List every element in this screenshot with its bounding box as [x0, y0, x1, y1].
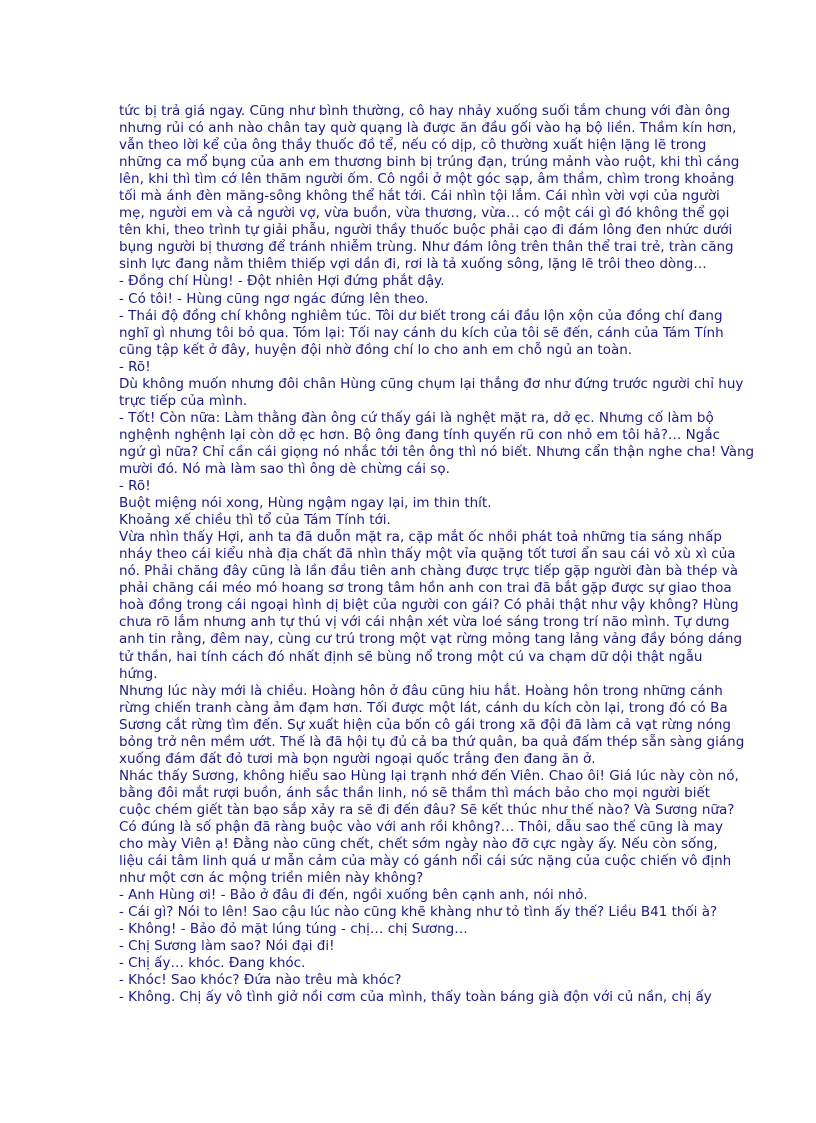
text-line: nó. Phải chăng đây cũng là lần đầu tiên anh chàng được trực tiếp gặp người đàn bà thép và — [119, 563, 738, 580]
text-line: Buột miệng nói xong, Hùng ngậm ngay lại, im thin thít. — [119, 495, 492, 512]
text-line: chưa rõ lắm nhưng anh tự thú vị với cái nhận xét vừa loé sáng trong trí não mình. Tự dưng — [119, 614, 730, 631]
text-line: cũng tập kết ở đây, huyện đội nhờ đồng chí lo cho anh em chỗ ngủ an toàn. — [119, 341, 633, 358]
text-line: - Chị ấy… khóc. Đang khóc. — [119, 955, 306, 972]
text-line: - Không. Chị ấy vô tình giở nồi cơm của mình, thấy toàn báng già độn với củ nần, chị ấy — [119, 989, 712, 1006]
text-line: - Anh Hùng ơi! - Bảo ở đâu đi đến, ngồi xuống bên cạnh anh, nói nhỏ. — [119, 887, 588, 904]
text-line: liệu cái tâm linh quá ư mẫn cảm của mày có gánh nổi cái sức nặng của cuộc chiến vô định — [119, 853, 732, 870]
text-line: mẹ, người em và cả người vợ, vừa buồn, vừa thương, vừa… có một cái gì đó không thể gọi — [119, 205, 730, 222]
text-line: cho mày Viên ạ! Đằng nào cũng chết, chết sớm ngày nào đỡ cực ngày ấy. Nếu còn sống, — [119, 836, 718, 853]
text-line: hoà đồng trong cái ngoại hình dị biệt của người con gái? Có phải thật như vậy không? Hùng — [119, 597, 739, 614]
text-line: nghệnh nghệnh lại còn dở ẹc hơn. Bộ ông đang tính quyến rũ con nhỏ em tôi hả?… Ngắc — [119, 426, 721, 443]
text-line: - Chị Sương làm sao? Nói đại đi! — [119, 938, 335, 955]
text-line: sinh lực đang nằm thiêm thiếp vợi dần đi, rơi là tả xuống sông, lặng lẽ trôi theo dòng… — [119, 256, 707, 273]
text-line: nghĩ gì nhưng tôi bỏ qua. Tóm lại: Tối nay cánh du kích của tôi sẽ đến, cánh của Tám Tính — [119, 324, 724, 341]
text-line: cuộc chém giết tàn bạo sắp xảy ra sẽ đi đến đâu? Sẽ kết thúc như thế nào? Và Sương nữa? — [119, 801, 735, 818]
text-line: Có đúng là số phận đã ràng buộc vào với anh rồi không?… Thôi, dẫu sao thế cũng là may — [119, 818, 723, 835]
text-line: bụng người bị thương để tránh nhiễm trùng. Như đám lông trên thân thể trai trẻ, tràn căng — [119, 239, 734, 256]
text-line: mười đó. Nó mà làm sao thì ông dè chừng cái sọ. — [119, 460, 450, 477]
text-line: anh tin rằng, đêm nay, cùng cư trú trong một vạt rừng mỏng tang lảng vảng đầy bóng dáng — [119, 631, 743, 648]
text-line: - Thái độ đồng chí không nghiêm túc. Tôi dư biết trong cái đầu lộn xộn của đồng chí đang — [119, 307, 723, 324]
text-line: - Đồng chí Hùng! - Đột nhiên Hợi đứng phắt dậy. — [119, 273, 445, 290]
text-line: tên khi, theo trình tự giải phẫu, người thầy thuốc buộc phải cạo đi đám lông đen nhức dưới — [119, 222, 733, 239]
text-line: tử thần, hai tính cách đó nhất định sẽ bùng nổ trong một cú va chạm dữ dội thật ngẫu — [119, 648, 703, 665]
text-line: nháy theo cái kiểu nhà địa chất đã nhìn thấy một vỉa quặng tốt tươi ẩn sau cái vỏ xù xì của — [119, 546, 736, 563]
text-line: Khoảng xế chiều thì tổ của Tám Tính tới. — [119, 512, 391, 529]
text-line: xuống đám đất đỏ tươi mà bọn người ngoại quốc trắng đen đang ăn ở. — [119, 750, 596, 767]
text-line: những ca mổ bụng của anh em thương binh bị trúng đạn, trúng mảnh vào ruột, khi thì cáng — [119, 154, 740, 171]
body-text — [119, 103, 759, 1006]
text-line: nhưng rủi có anh nào chân tay quờ quạng là được ăn đầu gối vào hạ bộ liền. Thầm kín hơn, — [119, 120, 737, 137]
text-line: Sương cắt rừng tìm đến. Sự xuất hiện của bốn cô gái trong xã đội đã làm cả vạt rừng nóng — [119, 716, 732, 733]
text-line: hứng. — [119, 665, 158, 682]
text-line: - Không! - Bảo đỏ mặt lúng túng - chị… chị Sương… — [119, 921, 468, 938]
text-line: - Rõ! — [119, 478, 151, 495]
text-line: - Có tôi! - Hùng cũng ngơ ngác đứng lên theo. — [119, 290, 429, 307]
text-line: - Rõ! — [119, 358, 151, 375]
text-line: Vừa nhìn thấy Hợi, anh ta đã duỗn mặt ra, cặp mắt ốc nhồi phát toả những tia sáng nhấp — [119, 529, 722, 546]
text-line: - Tốt! Còn nữa: Làm thằng đàn ông cứ thấy gái là nghệt mặt ra, dở ẹc. Nhưng cố làm bộ — [119, 409, 714, 426]
text-line: ngứ gì nữa? Chỉ cần cái giọng nó nhắc tới tên ông thì nó biết. Nhưng cẩn thận nghe cha! Vàng — [119, 443, 755, 460]
text-line: Nhác thấy Sương, không hiểu sao Hùng lại trạnh nhớ đến Viên. Chao ôi! Giá lúc này còn nó, — [119, 767, 739, 784]
text-line: Dù không muốn nhưng đôi chân Hùng cũng chụm lại thẳng đơ như đứng trước người chỉ huy — [119, 375, 744, 392]
text-line: bằng đôi mắt rượi buồn, ánh sắc thần linh, nó sẽ thầm thì mách bảo cho mọi người biết — [119, 784, 711, 801]
text-line: tức bị trả giá ngay. Cũng như bình thường, cô hay nhảy xuống suối tắm chung với đàn ông — [119, 103, 731, 119]
text-line: - Cái gì? Nói to lên! Sao cậu lúc nào cũng khẽ khàng như tỏ tình ấy thế? Liều B41 thối à? — [119, 904, 718, 921]
text-line: trực tiếp của mình. — [119, 392, 248, 409]
text-line: - Khóc! Sao khóc? Đứa nào trêu mà khóc? — [119, 972, 402, 989]
text-line: lên, khi thì tìm cớ lên thăm người ốm. Cô ngồi ở một góc sạp, âm thầm, chìm trong khoảng — [119, 171, 735, 188]
text-line: vẫn theo lời kể của ông thầy thuốc đồ tể, nếu có dịp, cô thường xuất hiện lặng lẽ trong — [119, 137, 707, 154]
text-line: tối mà ánh đèn măng-sông không thể hắt tới. Cái nhìn tội lắm. Cái nhìn vời vợi của người — [119, 188, 720, 205]
text-line: rừng chiến tranh càng ảm đạm hơn. Tối được một lát, cánh du kích còn lại, trong đó có Ba — [119, 699, 728, 716]
text-line: phải chăng cái méo mó hoang sơ trong tâm hồn anh con trai đã bắt gặp được sự giao thoa — [119, 580, 732, 597]
text-line: như một cơn ác mộng triền miên này không? — [119, 870, 424, 887]
text-line: Nhưng lúc này mới là chiều. Hoàng hôn ở đâu cũng hiu hắt. Hoàng hôn trong những cánh — [119, 682, 723, 699]
text-line: bỏng trở nên mềm ướt. Thế là đã hội tụ đủ cả ba thứ quân, ba quả đấm thép sẵn sàng giáng — [119, 733, 745, 750]
